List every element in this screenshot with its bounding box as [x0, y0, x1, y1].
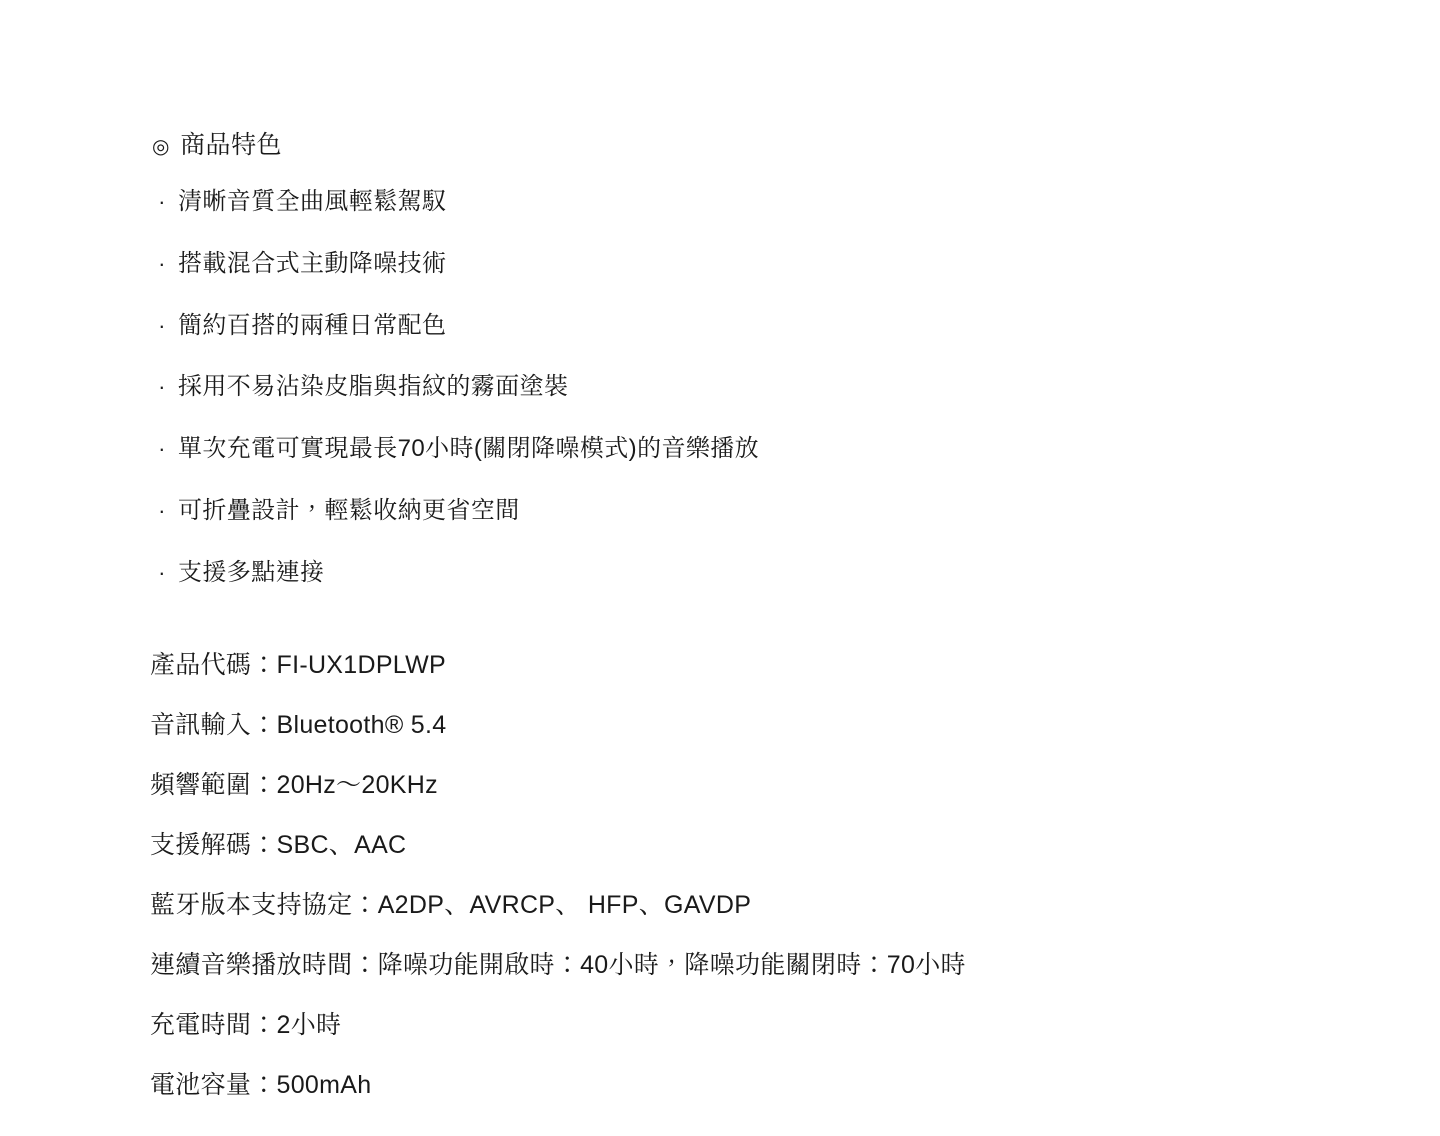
bullet-icon: · [158, 312, 166, 338]
bullet-icon: · [158, 497, 166, 523]
spec-row: 頻響範圍：20Hz〜20KHz [150, 770, 438, 799]
feature-text: 採用不易沾染皮脂與指紋的霧面塗裝 [178, 373, 569, 401]
spec-row: 連續音樂播放時間：降噪功能開啟時：40小時，降噪功能關閉時：70小時 [150, 950, 966, 979]
features-section [0, 130, 1440, 588]
feature-text: 簡約百搭的兩種日常配色 [178, 311, 447, 339]
spec-row: 音訊輸入：Bluetooth® 5.4 [150, 710, 447, 739]
list-item [152, 435, 1440, 464]
list-item [152, 373, 1440, 402]
heading-marker-icon: ◎ [152, 136, 170, 158]
list-item [152, 312, 1440, 341]
list-item [152, 250, 1440, 279]
features-heading [152, 130, 1440, 160]
list-item [152, 559, 1440, 588]
specifications-section [0, 650, 1440, 1100]
bullet-icon: · [158, 374, 166, 400]
bullet-icon: · [158, 189, 166, 214]
spec-row: 支援解碼：SBC、AAC [150, 830, 407, 859]
bullet-icon: · [158, 250, 166, 276]
spec-row: 產品代碼：FI-UX1DPLWP [150, 650, 447, 679]
feature-list [152, 188, 1440, 588]
feature-text: 清晰音質全曲風輕鬆駕馭 [178, 188, 447, 215]
feature-text: 單次充電可實現最長70小時(關閉降噪模式)的音樂播放 [178, 435, 760, 463]
bullet-icon: · [158, 559, 166, 585]
features-heading-label: 商品特色 [179, 131, 282, 159]
list-item [152, 497, 1440, 526]
spec-row: 充電時間：2小時 [150, 1010, 342, 1039]
list-item [152, 188, 1440, 217]
feature-text: 搭載混合式主動降噪技術 [178, 249, 447, 277]
bullet-icon: · [158, 436, 166, 462]
feature-text: 可折疊設計，輕鬆收納更省空間 [178, 496, 520, 524]
feature-text: 支援多點連接 [178, 558, 325, 586]
spec-row: 電池容量：500mAh [150, 1070, 372, 1099]
spec-row: 藍牙版本支持協定：A2DP、AVRCP、 HFP、GAVDP [150, 890, 752, 919]
